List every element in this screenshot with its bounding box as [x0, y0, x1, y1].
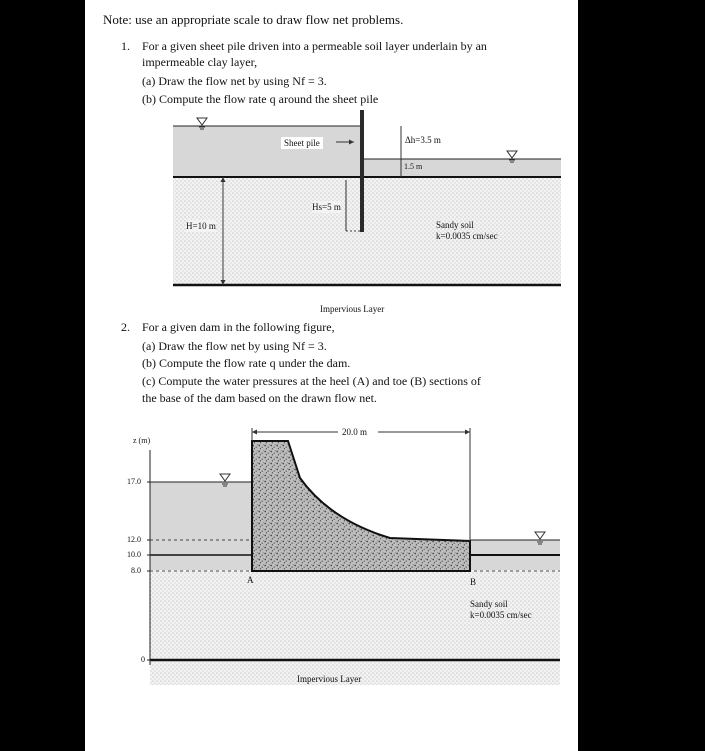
- fig2-tick-8: 8.0: [131, 566, 141, 575]
- fig2-impervious-label: Impervious Layer: [297, 674, 362, 684]
- fig1-soil-label: Sandy soil: [436, 220, 474, 230]
- fig2-soil-label: Sandy soil: [470, 599, 508, 609]
- fig2-soil-layer: [150, 570, 560, 685]
- fig2-width-label: 20.0 m: [342, 427, 368, 437]
- fig2-z-axis-label: z (m): [133, 436, 151, 445]
- fig2-tick-10: 10.0: [127, 550, 141, 559]
- problem-1-line-2: impermeable clay layer,: [142, 55, 258, 69]
- problem-1-number: 1.: [121, 39, 130, 53]
- problem-2-line-1: For a given dam in the following figure,: [142, 320, 335, 334]
- fig1-impervious-label: Impervious Layer: [320, 304, 385, 314]
- fig1-sheet-pile-label: Sheet pile: [281, 137, 323, 149]
- fig2-tick-0: 0: [141, 655, 145, 664]
- fig1-hs-label: Hs=5 m: [312, 202, 341, 212]
- fig1-h-label: H=10 m: [186, 221, 216, 231]
- fig1-k-label: k=0.0035 cm/sec: [436, 231, 498, 241]
- fig2-point-b: B: [470, 577, 477, 587]
- fig2-tick-12: 12.0: [127, 535, 141, 544]
- problem-2-part-c-line-1: (c) Compute the water pressures at the heel (A) and toe (B) sections of: [142, 374, 481, 388]
- fig2-k-label: k=0.0035 cm/sec: [470, 610, 532, 620]
- dam-body: [252, 441, 470, 571]
- problem-2-part-a: (a) Draw the flow net by using Nf = 3.: [142, 339, 327, 353]
- problem-2-part-b: (b) Compute the flow rate q under the dam.: [142, 356, 351, 370]
- problem-1-part-b: (b) Compute the flow rate q around the sheet pile: [142, 92, 379, 106]
- note-text: Note: use an appropriate scale to draw flow net problems.: [103, 12, 404, 27]
- fig2-point-a: A: [247, 575, 254, 585]
- fig1-dh-label: Δh=3.5 m: [405, 135, 441, 145]
- problem-2-part-c-line-2: the base of the dam based on the drawn flow net.: [142, 391, 377, 405]
- fig2-upstream-water: [150, 482, 252, 570]
- fig2-tick-17: 17.0: [127, 477, 141, 486]
- fig1-1-5m-label: 1.5 m: [404, 162, 423, 171]
- problem-1-part-a: (a) Draw the flow net by using Nf = 3.: [142, 74, 327, 88]
- problem-2-number: 2.: [121, 320, 130, 334]
- problem-1-line-1: For a given sheet pile driven into a permeable soil layer underlain by an: [142, 39, 487, 53]
